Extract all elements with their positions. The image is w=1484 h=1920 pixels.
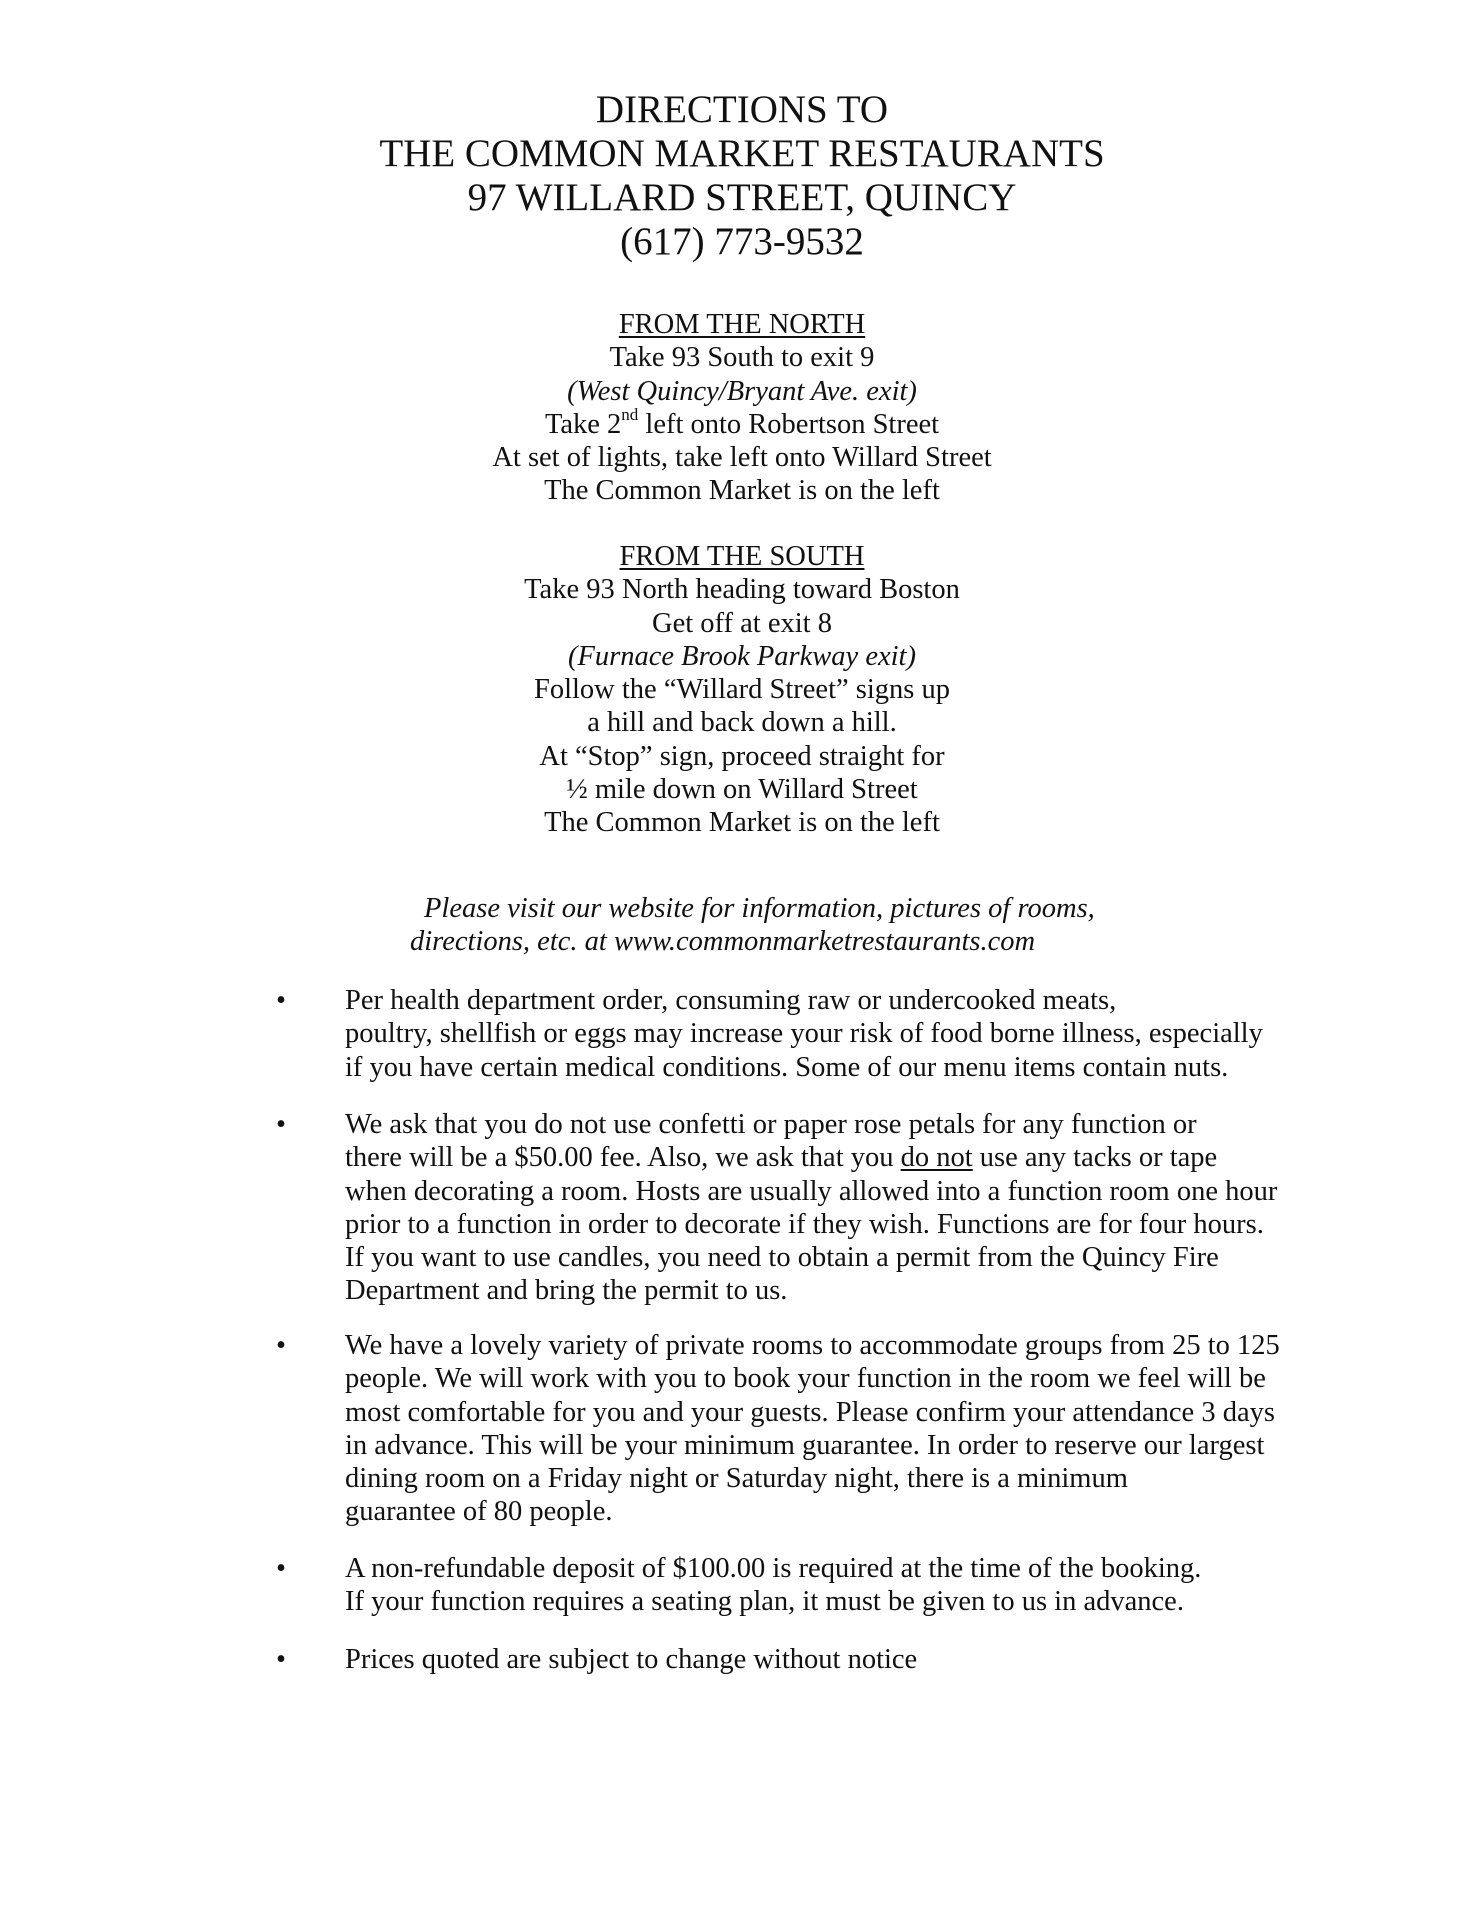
direction-line: Get off at exit 8 xyxy=(652,607,832,639)
text-line: We have a lovely variety of private rooms to accommodate groups from 25 to 125 xyxy=(345,1330,1280,1361)
text-line: when decorating a room. Hosts are usually allowed into a function room one hour xyxy=(345,1175,1278,1207)
direction-line: At set of lights, take left onto Willard Street xyxy=(492,442,992,474)
text-line: guarantee of 80 people. xyxy=(345,1496,613,1528)
text: use any tacks or tape xyxy=(972,1142,1218,1174)
direction-line: The Common Market is on the left xyxy=(544,807,940,839)
text-line: Department and bring the permit to us. xyxy=(345,1275,788,1307)
directions-south xyxy=(0,540,1484,840)
direction-line: ½ mile down on Willard Street xyxy=(566,774,918,806)
direction-line: (West Quincy/Bryant Ave. exit) xyxy=(567,375,917,407)
address: 97 WILLARD STREET, QUINCY xyxy=(467,176,1017,219)
direction-line: At “Stop” sign, proceed straight for xyxy=(539,740,945,772)
website-note-line1: Please visit our website for information, pictures of rooms, xyxy=(424,893,1095,924)
text: left onto Robertson Street xyxy=(638,408,940,440)
north-heading: FROM THE NORTH xyxy=(618,309,866,340)
text-line: Per health department order, consuming raw or undercooked meats, xyxy=(345,985,1117,1016)
text-line: if you have certain medical conditions. Some of our menu items contain nuts. xyxy=(345,1051,1229,1083)
text: there will be a $50.00 fee. Also, we ask that you xyxy=(345,1142,901,1174)
text-line: A non-refundable deposit of $100.00 is required at the time of the booking. xyxy=(345,1553,1202,1584)
direction-line: Take 93 South to exit 9 xyxy=(609,342,875,374)
restaurant-name: THE COMMON MARKET RESTAURANTS xyxy=(379,132,1105,175)
phone-number: (617) 773-9532 xyxy=(620,220,864,263)
direction-line: Take 93 North heading toward Boston xyxy=(524,574,960,606)
emphasis: do not xyxy=(900,1142,973,1174)
bullet-icon: • xyxy=(276,985,286,1016)
direction-line xyxy=(0,404,1484,441)
text-line: poultry, shellfish or eggs may increase your risk of food borne illness, especially xyxy=(345,1018,1263,1050)
text-line xyxy=(345,1141,1277,1174)
text-line: in advance. This will be your minimum guarantee. In order to reserve our largest xyxy=(345,1429,1265,1461)
title-line: DIRECTIONS TO xyxy=(595,88,889,131)
text: Take 2 xyxy=(544,408,622,440)
direction-line: a hill and back down a hill. xyxy=(587,707,897,739)
text-line: dining room on a Friday night or Saturday night, there is a minimum xyxy=(345,1463,1128,1495)
directions-north xyxy=(0,308,1484,508)
bullet-icon: • xyxy=(276,1109,286,1140)
superscript: nd xyxy=(621,404,639,424)
direction-line: The Common Market is on the left xyxy=(544,475,940,507)
south-heading: FROM THE SOUTH xyxy=(619,541,865,572)
direction-line: (Furnace Brook Parkway exit) xyxy=(568,640,916,672)
bullet-icon: • xyxy=(276,1644,286,1675)
text-line: If your function requires a seating plan, it must be given to us in advance. xyxy=(345,1586,1184,1618)
text-line: We ask that you do not use confetti or paper rose petals for any function or xyxy=(345,1109,1197,1140)
text-line: people. We will work with you to book your function in the room we feel will be xyxy=(345,1363,1266,1395)
bullet-icon: • xyxy=(276,1330,286,1361)
bullet-icon: • xyxy=(276,1553,286,1584)
website-note-line2: directions, etc. at www.commonmarketrestaurants.com xyxy=(410,926,1036,957)
document-title xyxy=(0,88,1484,264)
direction-line: Follow the “Willard Street” signs up xyxy=(534,674,950,706)
text-line: prior to a function in order to decorate if they wish. Functions are for four hours. xyxy=(345,1208,1264,1240)
text-line: most comfortable for you and your guests. Please confirm your attendance 3 days xyxy=(345,1396,1275,1428)
text-line: If you want to use candles, you need to obtain a permit from the Quincy Fire xyxy=(345,1242,1219,1274)
text-line: Prices quoted are subject to change without notice xyxy=(345,1644,918,1675)
